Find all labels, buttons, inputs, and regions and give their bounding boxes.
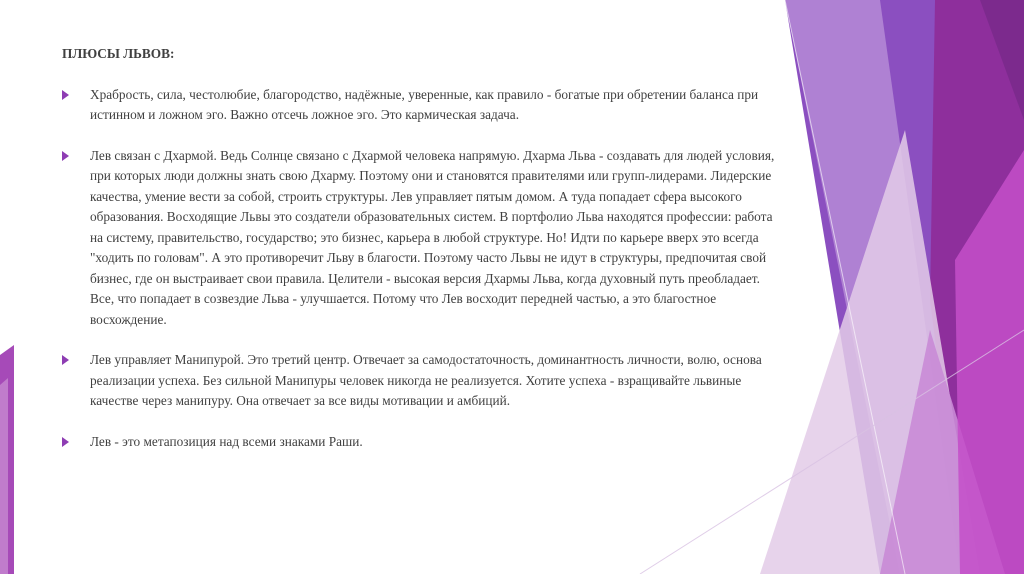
left-accent-stripe-light [0,378,8,574]
slide-content [62,44,782,472]
bullet-text: Лев связан с Дхармой. Ведь Солнце связано с Дхармой человека напрямую. Дхарма Льва - создавать для людей условия, при которых люди должны знать свою Дхарму. Поэтому они и становятся правителями или групп-лидерами. Лидерские качества, умение вести за собой, строить структуры. Лев управляет пятым домом. А туда попадает сфера высокого образования. Восходящие Львы это создатели образовательных систем. В портфолио Льва находятся профессии: работа на систему, правительство, государство; это бизнес, карьера в любой структуре. Но! Идти по карьере вверх это всегда "ходить по головам". А это противоречит Льву в благости. Поэтому часто Львы не идут в структуры, предпочитая свой бизнес, где он выстраивает свои правила. Целители - высокая версия Дхармы Льва, когда духовный путь преобладает. Все, что попадает в созвездие Льва - улучшается. Потому что Лев восходит передней частью, а это благостное восхождение. [90,147,775,327]
triangle-bullet-icon [62,90,69,100]
bullet-item-3 [62,350,782,412]
bullet-text: Храбрость, сила, честолюбие, благородство, надёжные, уверенные, как правило - богатые при обретении баланса при истинном и ложном эго. Важно отсечь ложное эго. Это кармическая задача. [90,86,759,122]
bullet-text: Лев - это метапозиция над всеми знаками Раши. [90,433,363,449]
bullet-item-1 [62,85,782,126]
bullet-item-2 [62,146,782,331]
slide-title: ПЛЮСЫ ЛЬВОВ: [62,46,175,61]
bullet-item-4 [62,432,782,453]
triangle-bullet-icon [62,151,69,161]
bullet-text: Лев управляет Манипурой. Это третий центр. Отвечает за самодостаточность, доминантность личности, волю, основа реализации успеха. Без сильной Манипуры человек никогда не реализуется. Хотите успеха - взращивайте львиные качестве через манипуру. Она отвечает за все виды мотивации и амбиций. [90,352,762,408]
triangle-bullet-icon [62,355,69,365]
triangle-bullet-icon [62,437,69,447]
